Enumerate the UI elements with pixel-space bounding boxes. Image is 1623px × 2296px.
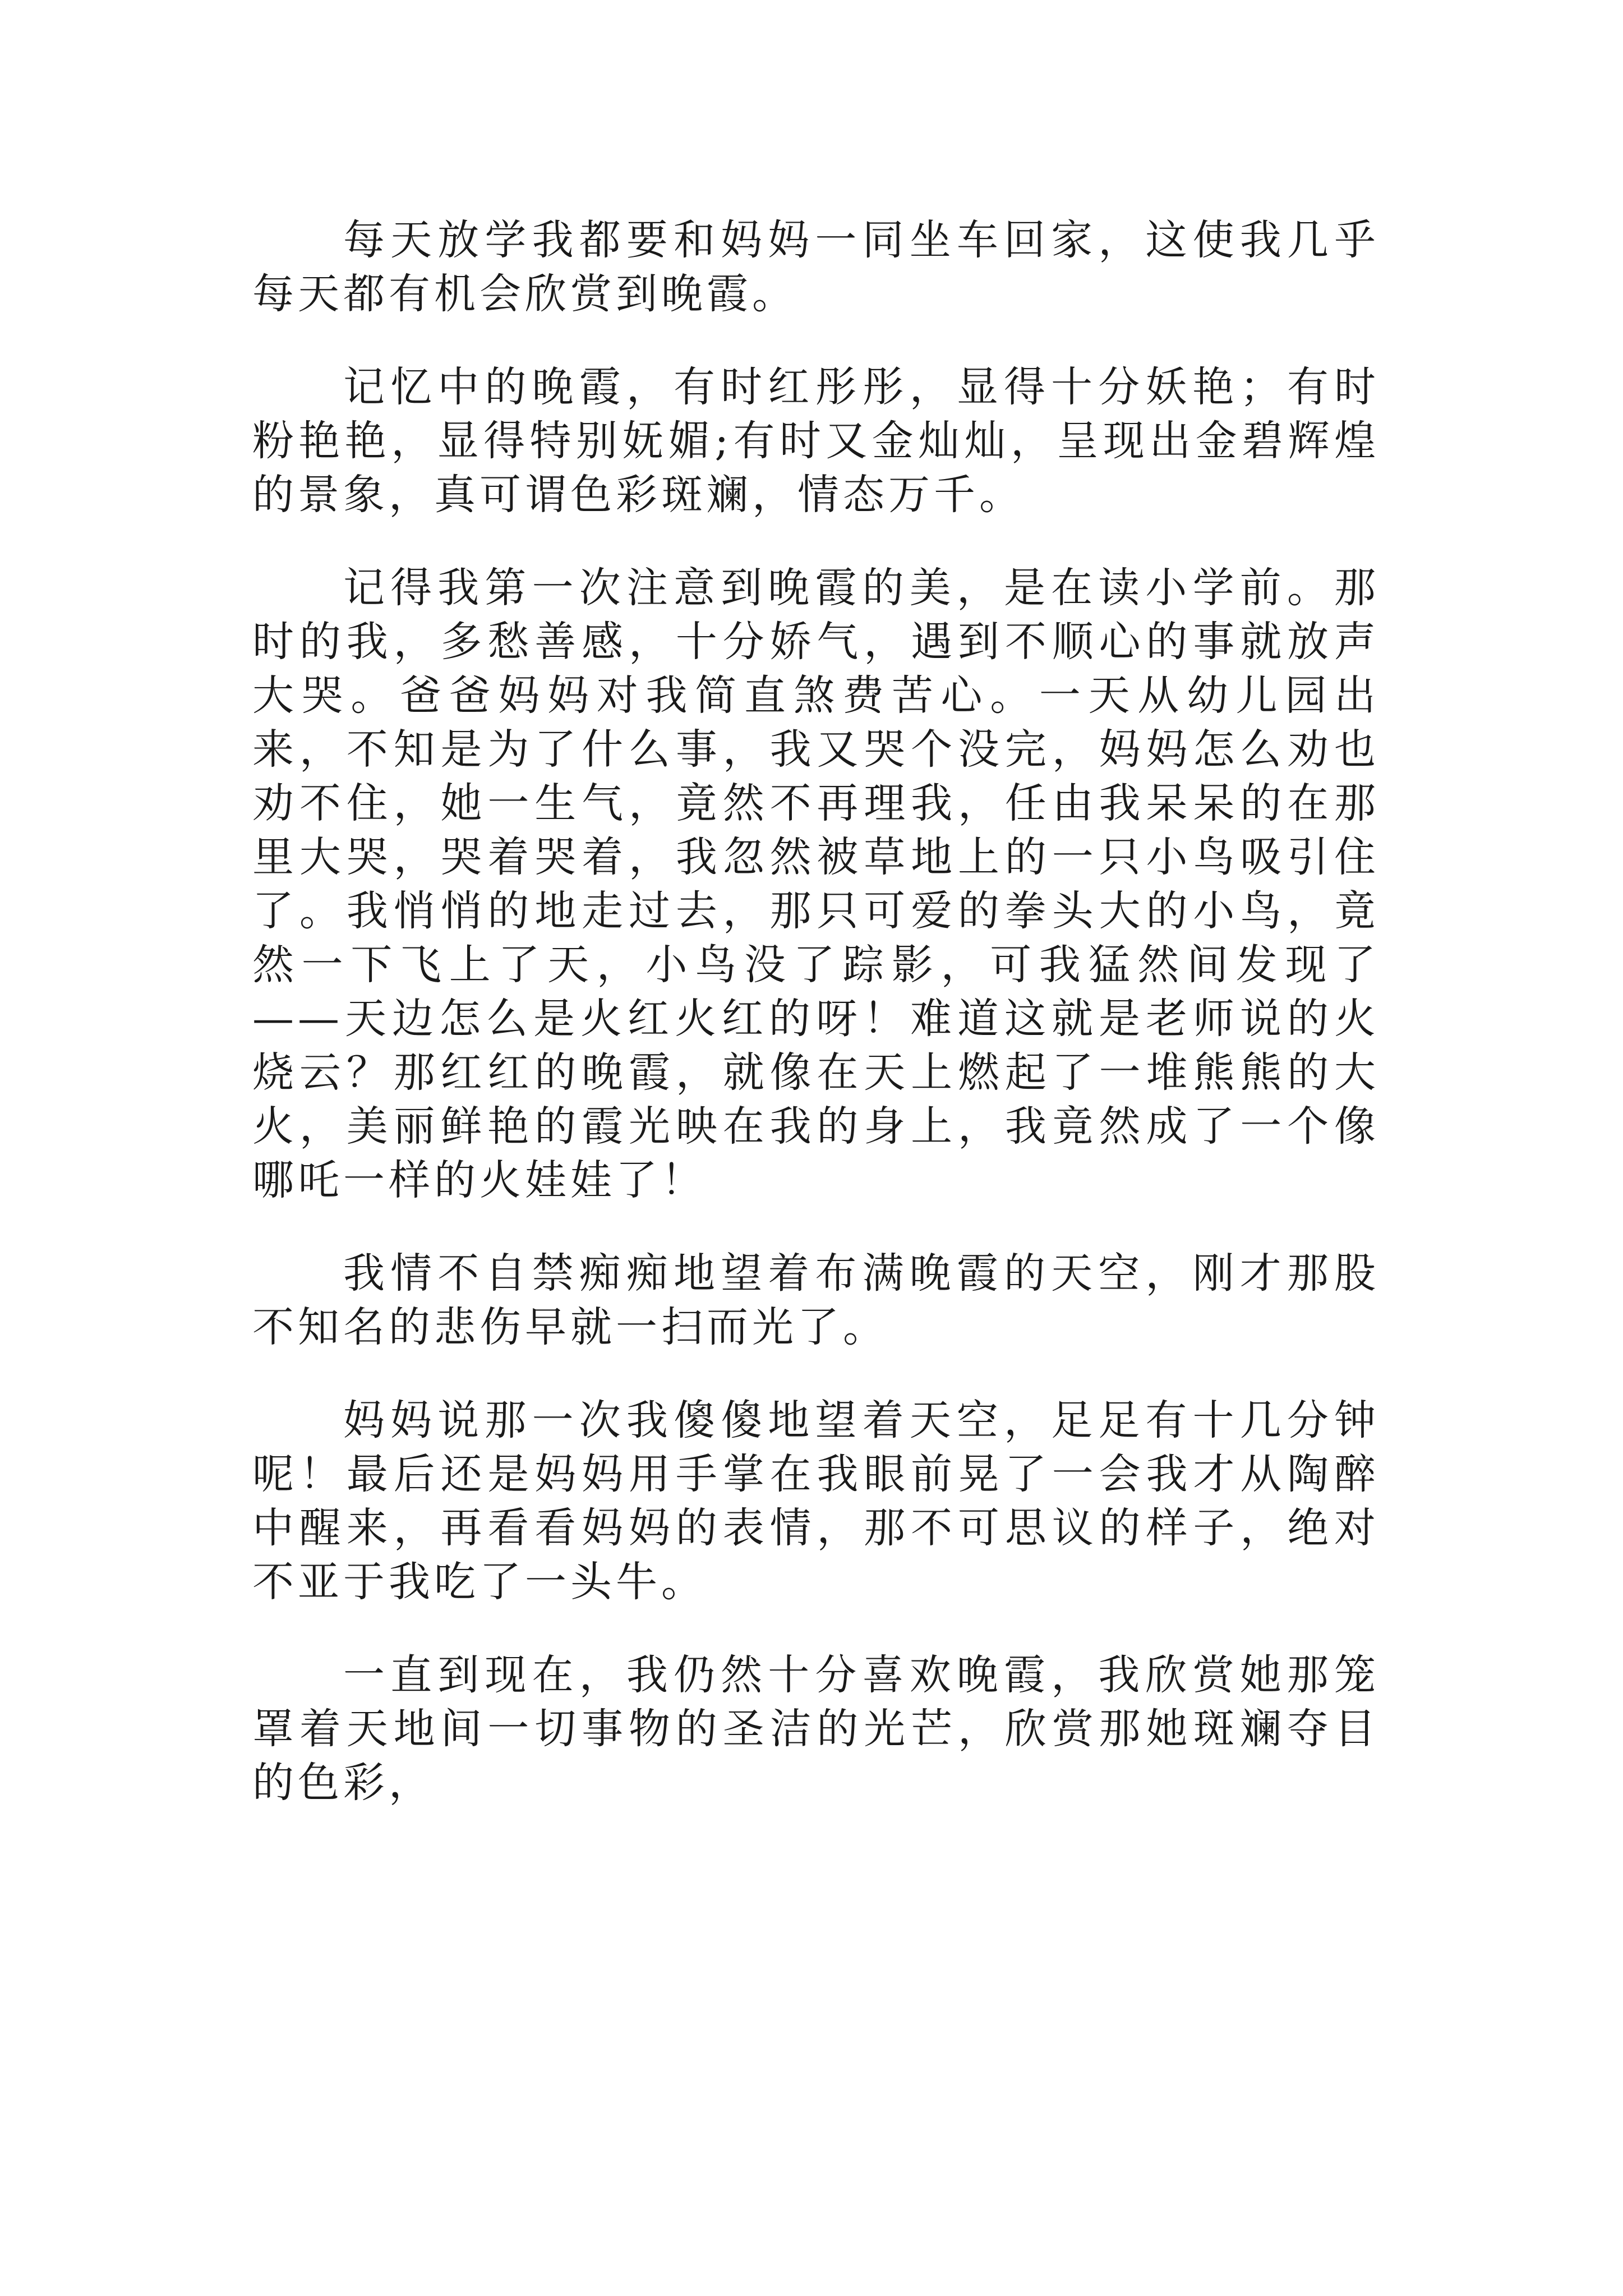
paragraph-colors: 记忆中的晚霞，有时红彤彤，显得十分妖艳；有时粉艳艳，显得特别妩媚;有时又金灿灿，呈现出金碧辉煌的景象，真可谓色彩斑斓，情态万千。 [252,363,1380,519]
paragraph-mother-recalls: 妈妈说那一次我傻傻地望着天空，足足有十几分钟呢！最后还是妈妈用手掌在我眼前晃了一会我才从陶醉中醒来，再看看妈妈的表情，那不可思议的样子，绝对不亚于我吃了一头牛。 [252,1396,1380,1606]
paragraph-present: 一直到现在，我仍然十分喜欢晚霞，我欣赏她那笼罩着天地间一切事物的圣洁的光芒，欣赏那她斑斓夺目的色彩， [252,1651,1380,1807]
paragraph-commute: 每天放学我都要和妈妈一同坐车回家，这使我几乎每天都有机会欣赏到晚霞。 [252,216,1380,318]
paragraph-first-memory: 记得我第一次注意到晚霞的美，是在读小学前。那时的我，多愁善感，十分娇气，遇到不顺心的事就放声大哭。爸爸妈妈对我简直煞费苦心。一天从幼儿园出来，不知是为了什么事，我又哭个没完，妈妈怎么劝也劝不住，她一生气，竟然不再理我，任由我呆呆的在那里大哭，哭着哭着，我忽然被草地上的一只小鸟吸引住了。我悄悄的地走过去，那只可爱的拳头大的小鸟，竟然一下飞上了天，小鸟没了踪影，可我猛然间发现了——天边怎么是火红火红的呀！难道这就是老师说的火烧云？那红红的晚霞，就像在天上燃起了一堆熊熊的大火，美丽鲜艳的霞光映在我的身上，我竟然成了一个像哪吒一样的火娃娃了！ [252,564,1380,1204]
document-body [252,213,1380,1849]
paragraph-gazing: 我情不自禁痴痴地望着布满晚霞的天空，刚才那股不知名的悲伤早就一扫而光了。 [252,1249,1380,1351]
